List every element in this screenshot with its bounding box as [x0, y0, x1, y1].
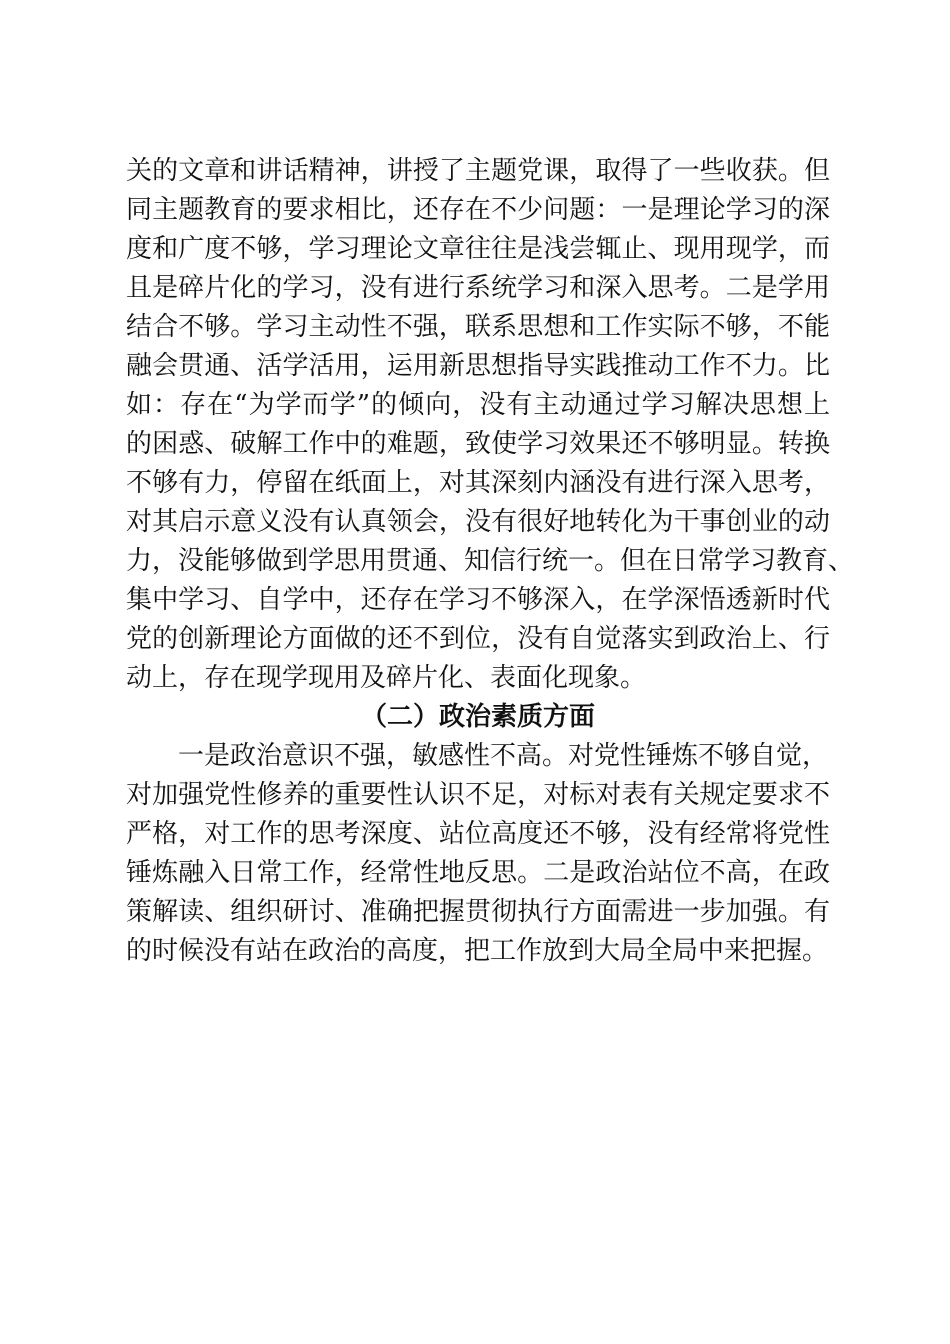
paragraph-line: 严格，对工作的思考深度、站位高度还不够，没有经常将党性: [126, 819, 830, 849]
document-body: [126, 152, 855, 971]
paragraph-line: 不够有力，停留在纸面上，对其深刻内涵没有进行深入思考，: [126, 468, 830, 498]
paragraph-line: 融会贯通、活学活用，运用新思想指导实践推动工作不力。比: [126, 351, 830, 381]
paragraph-line: 且是碎片化的学习，没有进行系统学习和深入思考。二是学用: [126, 273, 830, 303]
paragraph-line: 结合不够。学习主动性不强，联系思想和工作实际不够，不能: [126, 312, 830, 342]
paragraph-line: 集中学习、自学中，还存在学习不够深入，在学深悟透新时代: [126, 585, 830, 615]
paragraph-line: 策解读、组织研讨、准确把握贯彻执行方面需进一步加强。有: [126, 897, 830, 927]
paragraph-line: 动上，存在现学现用及碎片化、表面化现象。: [126, 663, 647, 693]
paragraph-line: 的时候没有站在政治的高度，把工作放到大局全局中来把握。: [126, 936, 829, 966]
paragraph-political-quality: [126, 737, 830, 971]
paragraph-line: 对加强党性修养的重要性认识不足，对标对表有关规定要求不: [126, 780, 830, 810]
paragraph-line: 一是政治意识不强，敏感性不高。对党性锤炼不够自觉，: [178, 741, 829, 771]
paragraph-line: 关的文章和讲话精神，讲授了主题党课，取得了一些收获。但: [126, 156, 830, 186]
paragraph-line: 度和广度不够，学习理论文章往往是浅尝辄止、现用现学，而: [126, 234, 830, 264]
section-heading: （二）政治素质方面: [360, 702, 595, 732]
paragraph-line: 对其启示意义没有认真领会，没有很好地转化为干事创业的动: [126, 507, 830, 537]
paragraph-line: 党的创新理论方面做的还不到位，没有自觉落实到政治上、行: [126, 624, 830, 654]
paragraph-line: 同主题教育的要求相比，还存在不少问题：一是理论学习的深: [126, 195, 830, 225]
paragraph-line: 力，没能够做到学思用贯通、知信行统一。但在日常学习教育、: [126, 546, 855, 576]
paragraph-line: 的困惑、破解工作中的难题，致使学习效果还不够明显。转换: [126, 429, 830, 459]
paragraph-line: 锤炼融入日常工作，经常性地反思。二是政治站位不高，在政: [126, 858, 830, 888]
paragraph-learning-issues: [126, 152, 855, 698]
paragraph-line: 如：存在“为学而学”的倾向，没有主动通过学习解决思想上: [126, 390, 830, 420]
